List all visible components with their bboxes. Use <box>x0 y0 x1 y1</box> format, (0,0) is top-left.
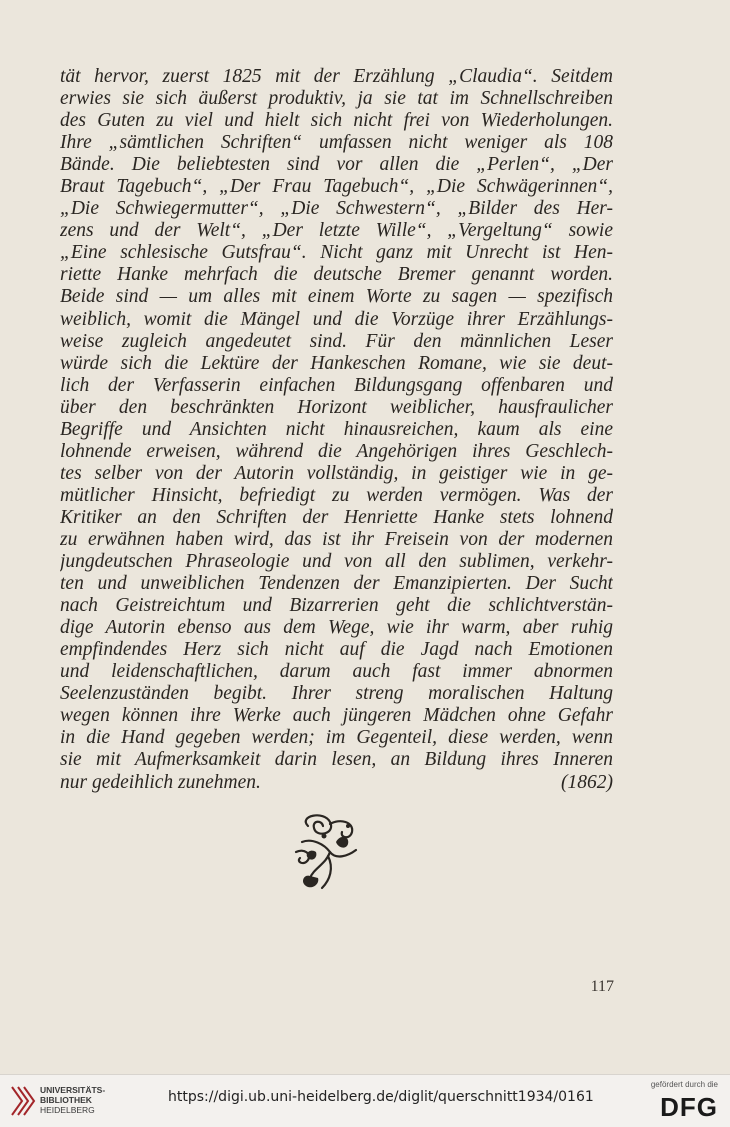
text-line: lohnende erweisen, während die Angehörigen ihres Geschlech- <box>60 440 613 462</box>
final-sentence: nur gedeihlich zunehmen. <box>60 771 261 793</box>
page-number: 117 <box>590 978 614 995</box>
text-line: des Guten zu viel und hielt sich nicht frei von Wiederholungen. <box>60 110 613 132</box>
text-line: tät hervor, zuerst 1825 mit der Erzählung „Claudia“. Seitdem <box>60 66 613 87</box>
text-line: empfindendes Herz sich nicht auf die Jagd nach Emotionen <box>60 639 613 661</box>
text-line: zens und der Welt“, „Der letzte Wille“, „Vergeltung“ sowie <box>60 220 613 242</box>
text-line: mütlicher Hinsicht, befriedigt zu werden vermögen. Was der <box>60 484 613 506</box>
text-line: weiblich, womit die Mängel und die Vorzüge ihrer Erzählungs- <box>60 308 613 330</box>
text-line: „Eine schlesische Gutsfrau“. Nicht ganz mit Unrecht ist Hen- <box>60 242 613 264</box>
text-line: Ihre „sämtlichen Schriften“ umfassen nicht weniger als 108 <box>60 132 613 154</box>
text-line: weise zugleich angedeutet sind. Für den männlichen Leser <box>60 330 613 352</box>
permalink-url[interactable]: https://digi.ub.uni-heidelberg.de/diglit/querschnitt1934/0161 <box>168 1089 594 1105</box>
text-line: nach Geistreichtum und Bizarrerien geht die schlichtverstän- <box>60 595 613 617</box>
text-line: würde sich die Lektüre der Hankeschen Romane, wie sie deut- <box>60 352 613 374</box>
text-line: wegen können ihre Werke auch jüngeren Mädchen ohne Gefahr <box>60 705 613 727</box>
library-name-line: UNIVERSITÄTS- <box>40 1085 106 1095</box>
text-line: tes selber von der Autorin vollständig, in geistiger wie in ge- <box>60 462 613 484</box>
text-line: lich der Verfasserin einfachen Bildungsgang offenbaren und <box>60 374 613 396</box>
text-line: in die Hand gegeben werden; im Gegenteil, diese werden, wenn <box>60 727 613 749</box>
text-line: erwies sie sich äußerst produktiv, ja sie tat im Schnellschreiben <box>60 88 613 110</box>
text-line: und leidenschaftlichen, darum auch fast immer abnormen <box>60 661 613 683</box>
text-line: Beide sind — um alles mit einem Worte zu sagen — spezifisch <box>60 286 613 308</box>
text-line: über den beschränkten Horizont weiblicher, hausfraulicher <box>60 396 613 418</box>
funding-caption: gefördert durch die <box>650 1080 718 1089</box>
body-text <box>60 66 613 794</box>
text-line: jungdeutschen Phraseologie und von all den sublimen, verkehr- <box>60 551 613 573</box>
text-line: dige Autorin ebenso aus dem Wege, wie ihr warm, aber ruhig <box>60 617 613 639</box>
library-name-line: BIBLIOTHEK <box>40 1095 92 1105</box>
text-line: ten und unweiblichen Tendenzen der Emanzipierten. Der Sucht <box>60 573 613 595</box>
library-name <box>40 1085 105 1115</box>
text-line: sie mit Aufmerksamkeit darin lesen, an Bildung ihres Inneren <box>60 749 613 771</box>
footer-bar <box>0 1074 730 1127</box>
final-text-line <box>60 772 613 794</box>
text-line: „Die Schwiegermutter“, „Die Schwestern“, „Bilder des Her- <box>60 198 613 220</box>
text-line: Begriffe und Ansichten nicht hinausreichen, kaum als eine <box>60 418 613 440</box>
text-line: Seelenzuständen begibt. Ihrer streng moralischen Haltung <box>60 683 613 705</box>
publication-year: (1862) <box>561 771 613 793</box>
text-line: zu erwähnen haben wird, das ist ihr Freisein von der modernen <box>60 528 613 550</box>
floral-vignette-icon <box>290 812 362 892</box>
text-line: Kritiker an den Schriften der Henriette Hanke stets lohnend <box>60 506 613 528</box>
library-city: HEIDELBERG <box>40 1105 95 1115</box>
dfg-logo: DFG <box>660 1092 718 1122</box>
text-line: Braut Tagebuch“, „Der Frau Tagebuch“, „Die Schwägerinnen“, <box>60 176 613 198</box>
text-line: riette Hanke mehrfach die deutsche Bremer genannt worden. <box>60 264 613 286</box>
text-line: Bände. Die beliebtesten sind vor allen die „Perlen“, „Der <box>60 154 613 176</box>
heidelberg-library-logo-icon <box>8 1083 36 1119</box>
